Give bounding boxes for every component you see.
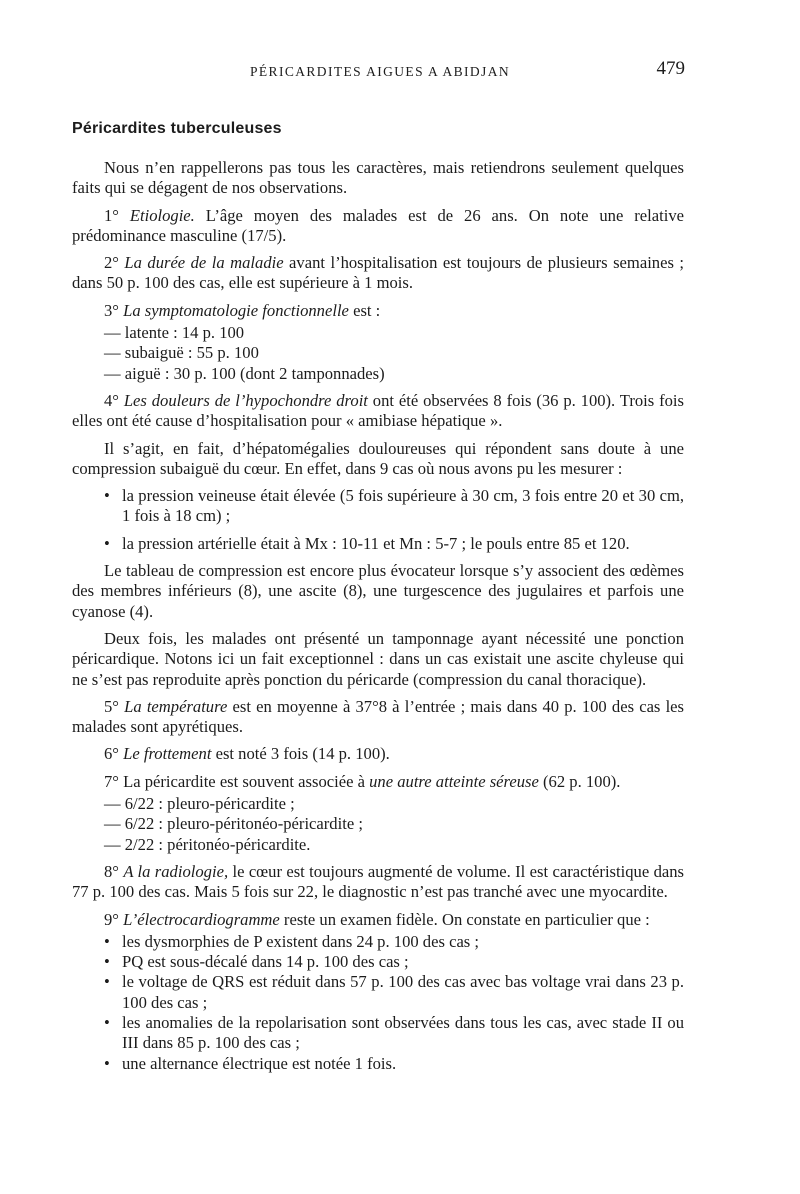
paragraph-4b: Il s’agit, en fait, d’hépatomégalies douloureuses qui répondent sans doute à une compression subaiguë du cœur. En effet, dans 9 cas où nous avons pu les mesurer : (72, 438, 684, 478)
list-item: — subaiguë : 55 p. 100 (104, 343, 259, 363)
bullet-icon: • (104, 1053, 110, 1073)
paragraph-4: 4° Les douleurs de l’hypochondre droit ont été observées 8 fois (36 p. 100). Trois fois elles ont été cause d’hospitalisation pour « amibiase hépatique ». (72, 390, 684, 431)
running-title: PÉRICARDITES AIGUES A ABIDJAN (250, 64, 511, 79)
bullet-icon: • (104, 952, 110, 972)
symptom-list (72, 323, 684, 384)
paragraph-9: 9° L’électrocardiogramme reste un examen fidèle. On constate en particulier que : (104, 909, 650, 929)
article-body (72, 158, 684, 1074)
paragraph-6: 6° Le frottement est noté 3 fois (14 p. 100). (104, 744, 390, 764)
paragraph-4d: Deux fois, les malades ont présenté un tamponnage ayant nécessité une ponction péricardique. Notons ici un fait exceptionnel : dans un cas existait une ascite chyleuse qui ne s’est pas reproduite après ponction du péricarde (compression du canal thoracique). (72, 628, 684, 689)
paragraph-2: 2° La durée de la maladie avant l’hospitalisation est toujours de plusieurs semaines ; dans 50 p. 100 des cas, elle est supérieure à 1 mois. (72, 253, 684, 293)
paragraph-8: 8° A la radiologie, le cœur est toujours augmenté de volume. Il est caractéristique dans 77 p. 100 des cas. Mais 5 fois sur 22, le diagnostic n’est pas tranché avec une myocardite. (72, 861, 684, 902)
bullet-icon: • (104, 972, 110, 992)
list-item: • PQ est sous-décalé dans 14 p. 100 des cas ; (104, 952, 409, 972)
paragraph-7: 7° La péricardite est souvent associée à une autre atteinte séreuse (62 p. 100). (104, 771, 621, 791)
paragraph-5: 5° La température est en moyenne à 37°8 à l’entrée ; mais dans 40 p. 100 des cas les malades sont apyrétiques. (72, 696, 684, 737)
list-item: • une alternance électrique est notée 1 fois. (104, 1053, 397, 1073)
page-number: 479 (656, 58, 685, 79)
list-item: — 6/22 : pleuro-péricardite ; (104, 794, 295, 814)
list-item: • le voltage de QRS est réduit dans 57 p. 100 des cas avec bas voltage vrai dans 23 p. 100 des cas ; (104, 972, 684, 1012)
intro-paragraph: Nous n’en rappellerons pas tous les caractères, mais retiendrons seulement quelques faits qui se dégagent de nos observations. (72, 158, 684, 198)
list-item: — aiguë : 30 p. 100 (dont 2 tamponnades) (104, 363, 385, 383)
bullet-icon: • (104, 486, 110, 506)
list-item: — 2/22 : péritonéo-péricardite. (104, 834, 311, 854)
bullet-icon: • (104, 931, 110, 951)
list-item: • la pression artérielle était à Mx : 10-11 et Mn : 5-7 ; le pouls entre 85 et 120. (104, 533, 630, 553)
paragraph-4c: Le tableau de compression est encore plus évocateur lorsque s’y associent des œdèmes des membres inférieurs (8), une ascite (8), une turgescence des jugulaires et parfois une cyanose (4). (72, 561, 684, 621)
bullet-icon: • (104, 1012, 110, 1032)
list-item: — latente : 14 p. 100 (104, 323, 245, 343)
list-item: • la pression veineuse était élevée (5 fois supérieure à 30 cm, 3 fois entre 20 et 30 cm, 1 fois à 18 cm) ; (104, 486, 684, 526)
list-item: • les dysmorphies de P existent dans 24 p. 100 des cas ; (104, 931, 480, 951)
paragraph-1: 1° Etiologie. L’âge moyen des malades est de 26 ans. On note une relative prédominance masculine (17/5). (72, 205, 684, 245)
paragraph-3: 3° La symptomatologie fonctionnelle est : (104, 300, 381, 320)
list-item: — 6/22 : pleuro-péritonéo-péricardite ; (104, 814, 363, 834)
running-header (72, 58, 685, 86)
association-list (72, 794, 684, 855)
bullet-icon: • (104, 533, 110, 553)
section-heading: Péricardites tuberculeuses (72, 120, 282, 137)
list-item: • les anomalies de la repolarisation sont observées dans tous les cas, avec stade II ou III dans 85 p. 100 des cas ; (104, 1012, 684, 1053)
